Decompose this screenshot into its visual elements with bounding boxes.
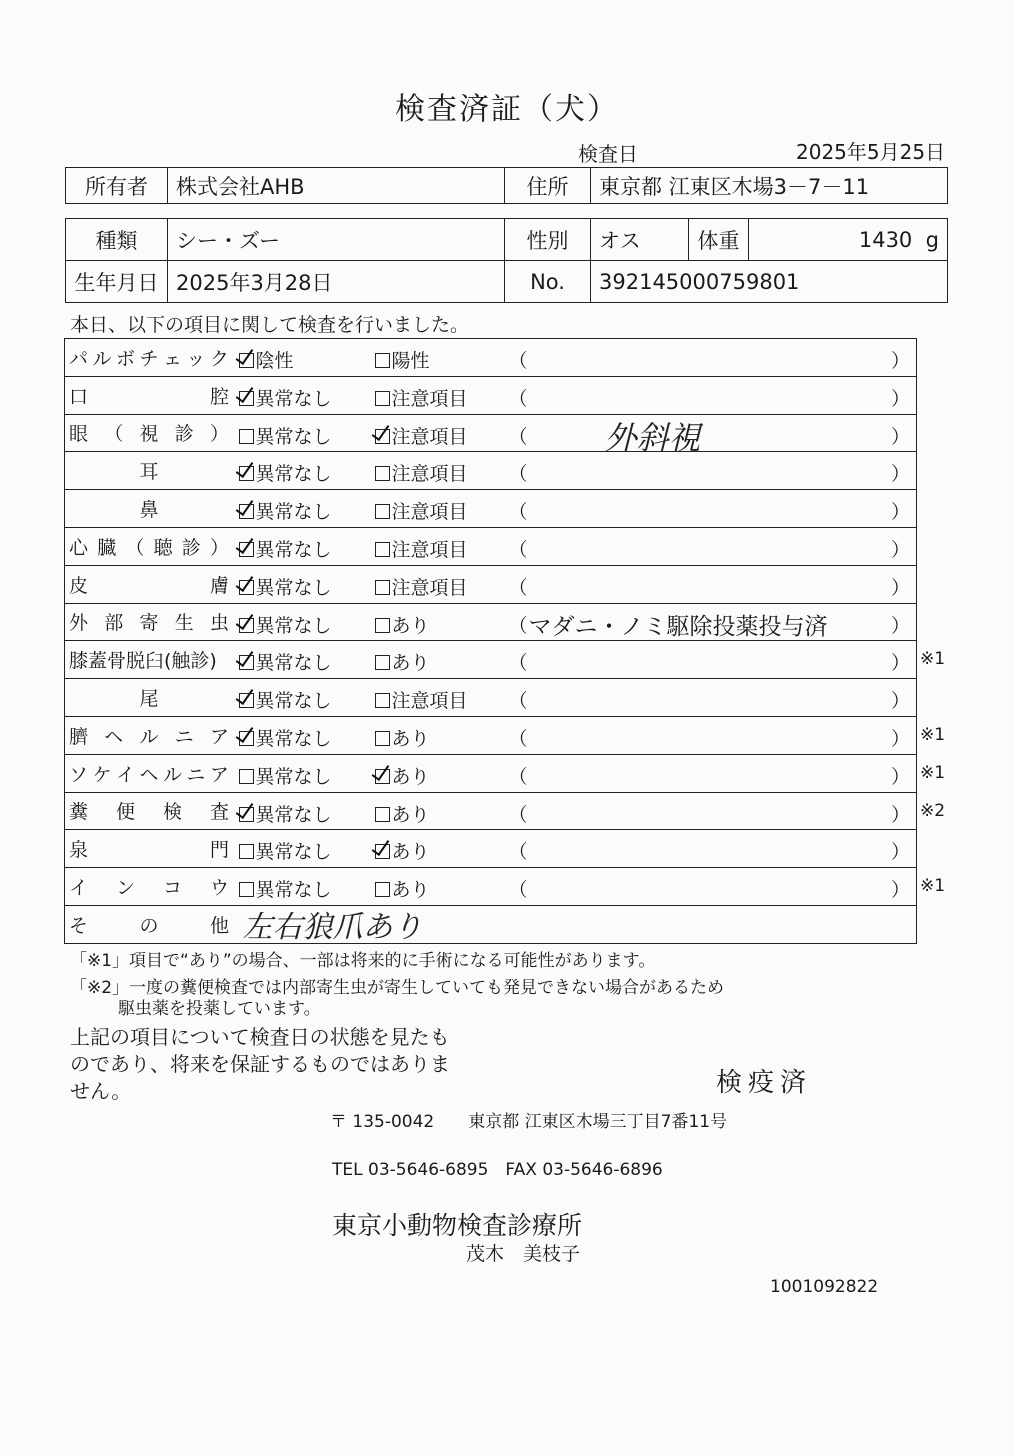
reference-mark: ※2 [920, 800, 946, 821]
sex-label: 性別 [505, 219, 591, 261]
option-label: 注意項目 [391, 538, 468, 561]
exam-item-label: 鼻 [139, 499, 159, 522]
exam-item-char: 生 [174, 612, 194, 635]
exam-row [65, 452, 917, 490]
breed-value: シー・ズー [168, 219, 505, 261]
option-1 [239, 497, 332, 524]
exam-item-char: 膚 [209, 574, 229, 597]
reference-mark: ※1 [920, 876, 946, 897]
exam-item-char: パ [69, 347, 89, 370]
paren-close: ） [890, 387, 910, 410]
exam-item-char: ル [162, 763, 182, 786]
option-1 [239, 762, 332, 789]
paren-close: ） [890, 652, 910, 675]
other-notes [235, 905, 917, 943]
number-value: 392145000759801 [591, 261, 948, 303]
option-1 [239, 800, 332, 827]
exam-item-char: ア [209, 725, 229, 748]
address-label: 住所 [505, 168, 591, 204]
exam-item-name [65, 716, 235, 754]
paren-open: （ [508, 841, 528, 864]
checkbox[interactable] [239, 807, 254, 822]
checkbox[interactable] [239, 618, 254, 633]
option-label: 異常なし [255, 425, 332, 448]
option-2 [375, 346, 430, 373]
exam-row [65, 339, 917, 377]
exam-item-char: イ [115, 763, 135, 786]
option-1 [239, 459, 332, 486]
option-2 [375, 762, 430, 789]
exam-row [65, 641, 917, 679]
option-label: 異常なし [255, 690, 332, 713]
exam-item-options [235, 490, 917, 528]
clinic-phone: TEL 03-5646-6895 FAX 03-5646-6896 [332, 1160, 663, 1180]
reference-mark: ※1 [920, 762, 946, 783]
checkbox[interactable] [375, 807, 390, 822]
paren-open: （ [508, 576, 528, 599]
exam-item-options [235, 565, 917, 603]
option-label: 異常なし [255, 614, 332, 637]
other-note: 左右狼爪あり [242, 909, 423, 945]
paren-open: （ [508, 425, 528, 448]
reference-mark: ※1 [920, 725, 946, 745]
breed-label: 種類 [66, 219, 168, 261]
option-2 [375, 422, 468, 449]
exam-item-name [65, 490, 235, 528]
exam-item-char: ク [209, 347, 229, 370]
exam-item-label [69, 760, 229, 787]
number-label: No. [505, 261, 591, 303]
exam-row [65, 792, 917, 830]
owner-label: 所有者 [66, 168, 168, 204]
option-label: 異常なし [255, 538, 332, 561]
exam-item-name [65, 376, 235, 414]
exam-date: 2025年5月25日 [796, 140, 946, 164]
option-2 [375, 686, 468, 713]
exam-item-options [235, 754, 917, 792]
paren-close: ） [890, 576, 910, 599]
option-label: 異常なし [255, 803, 332, 826]
page-title: 検査済証（犬） [395, 92, 619, 127]
exam-item-label [69, 571, 229, 598]
checkbox[interactable] [375, 731, 390, 746]
exam-item-name [65, 679, 235, 717]
exam-item-options [235, 830, 917, 868]
option-label: あり [391, 765, 430, 788]
option-label: 注意項目 [391, 690, 468, 713]
exam-item-char: ェ [162, 347, 182, 370]
option-label: 注意項目 [391, 463, 468, 486]
option-label: 注意項目 [391, 576, 468, 599]
option-1 [239, 384, 332, 411]
paren-close: ） [890, 727, 910, 750]
exam-item-name [65, 565, 235, 603]
serial-number: 1001092822 [770, 1277, 879, 1297]
checkbox[interactable] [239, 466, 254, 481]
exam-item-char: ケ [92, 763, 112, 786]
checkbox[interactable] [375, 466, 390, 481]
exam-row [65, 376, 917, 414]
exam-item-name [65, 830, 235, 868]
option-label: 陽性 [391, 350, 430, 372]
option-label: 異常なし [255, 879, 332, 902]
option-label: 陰性 [255, 350, 294, 372]
exam-row [65, 868, 917, 906]
checkbox[interactable] [375, 769, 390, 784]
paren-open: （ [508, 463, 528, 486]
exam-item-label [69, 419, 229, 446]
option-label: あり [391, 652, 430, 675]
paren-close: ） [890, 350, 910, 372]
exam-item-options [235, 603, 917, 641]
exam-item-options [235, 868, 917, 906]
exam-item-char: 診 [174, 423, 194, 446]
reference-mark: ※1 [920, 649, 946, 670]
exam-item-options [235, 679, 917, 717]
disclaimer: 上記の項目について検査日の状態を見たものであり、将来を保証するものではありません。 [70, 1025, 450, 1103]
option-2 [375, 611, 430, 638]
paren-open: （ [508, 690, 528, 713]
paren-close: ） [890, 614, 910, 637]
checkbox[interactable] [239, 882, 254, 897]
option-1 [239, 837, 332, 864]
option-1 [239, 875, 332, 902]
exam-row [65, 414, 917, 452]
exam-row [65, 830, 917, 868]
checkbox[interactable] [375, 504, 390, 519]
weight-value [749, 219, 948, 261]
exam-item-char: ル [139, 725, 159, 748]
paren-close: ） [890, 538, 910, 561]
option-label: あり [391, 841, 430, 864]
exam-item-char: 口 [69, 385, 89, 408]
exam-item-char: ニ [174, 725, 194, 748]
exam-item-label: 膝蓋骨脱臼(触診) [69, 650, 217, 673]
exam-item-options [235, 339, 917, 377]
exam-item-char: イ [69, 877, 89, 900]
exam-item-char: ヘ [139, 763, 159, 786]
footnote-2-cont: 駆虫薬を投薬しています。 [118, 999, 321, 1019]
exam-item-char: ニ [186, 763, 206, 786]
option-label: 異常なし [255, 841, 332, 864]
exam-table [64, 338, 917, 944]
exam-item-char: 眼 [69, 423, 89, 446]
checkbox[interactable] [239, 353, 254, 368]
exam-item-label: 尾 [139, 688, 159, 711]
checkbox[interactable] [239, 769, 254, 784]
exam-item-char: 寄 [139, 612, 159, 635]
exam-item-label [69, 344, 229, 371]
exam-note: 外斜視 [604, 418, 701, 457]
exam-item-char: 心 [69, 536, 89, 559]
option-label: あり [391, 614, 430, 637]
footnote-1: 「※1」項目で“あり”の場合、一部は将来的に手術になる可能性があります。 [70, 951, 656, 971]
exam-item-char: ン [115, 877, 135, 900]
option-1 [239, 724, 332, 751]
exam-date-label: 検査日 [578, 142, 638, 166]
paren-open: （ [508, 803, 528, 826]
option-2 [375, 837, 430, 864]
checkbox[interactable] [375, 391, 390, 406]
exam-item-label [69, 722, 229, 749]
exam-item-char: （ [104, 423, 124, 446]
exam-row [65, 716, 917, 754]
exam-item-name [65, 414, 235, 452]
paren-open: （ [508, 727, 528, 750]
exam-item-char: 診 [181, 536, 201, 559]
paren-open: （ [508, 538, 528, 561]
checkbox[interactable] [375, 353, 390, 368]
paren-close: ） [890, 765, 910, 788]
paren-open: （ [508, 614, 528, 637]
option-1 [239, 573, 332, 600]
exam-item-char: 査 [209, 801, 229, 824]
exam-row [65, 490, 917, 528]
birth-label: 生年月日 [66, 261, 168, 303]
exam-item-char: 聴 [153, 536, 173, 559]
option-label: 異常なし [255, 652, 332, 675]
checkbox[interactable] [375, 429, 390, 444]
quarantine-stamp: 検疫済 [716, 1068, 813, 1098]
exam-item-char: 虫 [209, 612, 229, 635]
checkbox[interactable] [239, 655, 254, 670]
intro-text: 本日、以下の項目に関して検査を行いました。 [70, 314, 470, 336]
clinic-address: 〒 135-0042 東京都 江東区木場三丁目7番11号 [330, 1112, 728, 1132]
exam-item-label [69, 382, 229, 409]
option-label: 注意項目 [391, 425, 468, 448]
exam-item-char: そ [69, 914, 89, 937]
exam-item-char: コ [162, 877, 182, 900]
option-2 [375, 573, 468, 600]
exam-item-char: （ [125, 536, 145, 559]
checkbox[interactable] [239, 731, 254, 746]
option-label: 異常なし [255, 576, 332, 599]
exam-item-name [65, 527, 235, 565]
weight-unit: g [925, 227, 939, 252]
exam-item-char: 他 [209, 914, 229, 937]
exam-row [65, 754, 917, 792]
exam-item-char: ） [209, 423, 229, 446]
exam-item-char: ア [209, 763, 229, 786]
sex-value: オス [591, 219, 689, 261]
checkbox[interactable] [239, 542, 254, 557]
exam-row [65, 603, 917, 641]
exam-item-name [65, 641, 235, 679]
exam-item-char: 門 [209, 839, 229, 862]
address-value: 東京都 江東区木場3－7－11 [591, 168, 948, 204]
exam-item-char: 臓 [97, 536, 117, 559]
exam-item-label [69, 873, 229, 900]
exam-row-other [65, 905, 917, 943]
option-1 [239, 346, 294, 373]
weight-label: 体重 [689, 219, 749, 261]
exam-item-name [65, 452, 235, 490]
checkbox[interactable] [239, 504, 254, 519]
exam-item-char: の [139, 914, 159, 937]
checkbox[interactable] [375, 580, 390, 595]
exam-row [65, 679, 917, 717]
option-1 [239, 535, 332, 562]
clinic-name: 東京小動物検査診療所 [332, 1211, 583, 1240]
checkbox[interactable] [375, 844, 390, 859]
exam-item-char: ッ [186, 347, 206, 370]
checkbox[interactable] [375, 542, 390, 557]
option-label: 異常なし [255, 463, 332, 486]
paren-open: （ [508, 765, 528, 788]
exam-item-char: 視 [139, 423, 159, 446]
exam-item-name [65, 792, 235, 830]
option-label: 異常なし [255, 387, 332, 410]
exam-item-char: ヘ [104, 725, 124, 748]
owner-table [65, 167, 948, 204]
option-label: 注意項目 [391, 501, 468, 524]
exam-note: マダニ・ノミ駆除投薬投与済 [528, 613, 828, 640]
option-2 [375, 384, 468, 411]
paren-open: （ [508, 387, 528, 410]
exam-item-char: ） [209, 536, 229, 559]
exam-item-char: 外 [69, 612, 89, 635]
paren-open: （ [508, 350, 528, 372]
exam-item-label [69, 835, 229, 862]
owner-value: 株式会社AHB [168, 168, 505, 204]
vet-name: 茂木 美枝子 [466, 1243, 581, 1265]
exam-item-char: 糞 [69, 801, 89, 824]
exam-item-char: 泉 [69, 839, 89, 862]
exam-item-char: 便 [115, 801, 135, 824]
exam-item-name [65, 905, 235, 943]
exam-item-char: 腔 [209, 385, 229, 408]
option-1 [239, 611, 332, 638]
exam-item-name [65, 603, 235, 641]
exam-item-label [69, 797, 229, 824]
checkbox[interactable] [375, 618, 390, 633]
option-label: あり [391, 879, 430, 902]
paren-open: （ [508, 501, 528, 524]
paren-close: ） [890, 690, 910, 713]
checkbox[interactable] [239, 580, 254, 595]
option-2 [375, 800, 430, 827]
exam-item-options [235, 376, 917, 414]
weight-number: 1430 [858, 227, 913, 252]
option-label: あり [391, 803, 430, 826]
checkbox[interactable] [239, 844, 254, 859]
birth-value: 2025年3月28日 [168, 261, 505, 303]
paren-close: ） [890, 879, 910, 902]
exam-item-char: チ [139, 347, 159, 370]
exam-item-label [69, 608, 229, 635]
checkbox[interactable] [375, 693, 390, 708]
exam-item-char: 臍 [69, 725, 89, 748]
paren-close: ） [890, 803, 910, 826]
exam-item-char: ソ [69, 763, 89, 786]
option-2 [375, 875, 430, 902]
paren-close: ） [890, 425, 910, 448]
exam-item-char: 皮 [69, 574, 89, 597]
exam-item-label [69, 533, 229, 560]
paren-open: （ [508, 879, 528, 902]
option-2 [375, 459, 468, 486]
option-label: 異常なし [255, 501, 332, 524]
other-label [69, 911, 229, 938]
exam-item-name [65, 339, 235, 377]
checkbox[interactable] [375, 655, 390, 670]
option-label: 異常なし [255, 727, 332, 750]
exam-item-char: 検 [162, 801, 182, 824]
exam-item-char: ウ [209, 877, 229, 900]
exam-item-options [235, 527, 917, 565]
paren-close: ） [890, 463, 910, 486]
checkbox[interactable] [375, 882, 390, 897]
pet-table [65, 218, 948, 303]
paren-close: ） [890, 841, 910, 864]
exam-item-options [235, 716, 917, 754]
exam-row [65, 565, 917, 603]
exam-item-char: ボ [115, 347, 135, 370]
option-2 [375, 535, 468, 562]
exam-row [65, 527, 917, 565]
exam-item-options [235, 641, 917, 679]
option-label: あり [391, 727, 430, 750]
option-1 [239, 648, 332, 675]
exam-item-name [65, 754, 235, 792]
option-2 [375, 497, 468, 524]
checkbox[interactable] [239, 693, 254, 708]
exam-item-options [235, 414, 917, 457]
option-2 [375, 724, 430, 751]
option-2 [375, 648, 430, 675]
option-label: 注意項目 [391, 387, 468, 410]
exam-item-options [235, 452, 917, 490]
checkbox[interactable] [239, 429, 254, 444]
exam-item-options [235, 792, 917, 830]
footnote-2: 「※2」一度の糞便検査では内部寄生虫が寄生していても発見できない場合があるため [70, 978, 725, 998]
option-1 [239, 422, 332, 449]
paren-close: ） [890, 501, 910, 524]
exam-item-label: 耳 [139, 461, 159, 484]
option-1 [239, 686, 332, 713]
exam-item-char: ル [92, 347, 112, 370]
exam-item-char: 部 [104, 612, 124, 635]
option-label: 異常なし [255, 765, 332, 788]
checkbox[interactable] [239, 391, 254, 406]
exam-item-name [65, 868, 235, 906]
paren-open: （ [508, 652, 528, 675]
